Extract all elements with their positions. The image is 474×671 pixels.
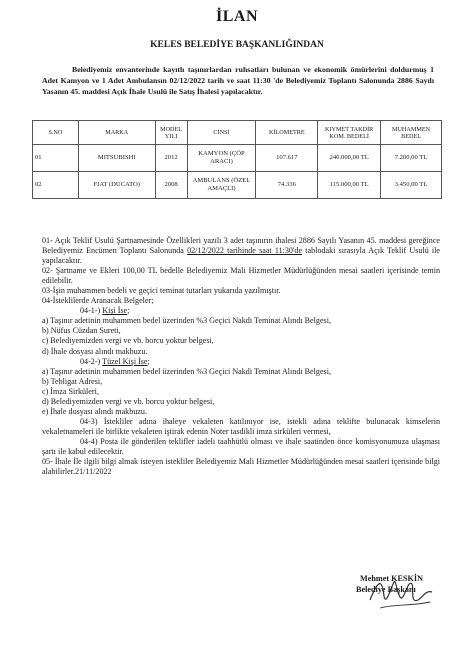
list-item: d) İhale dosyası alındı makbuzu. [42,346,148,356]
table-row [33,172,442,199]
list-item: e) İhale dosyası alındı makbuzu. [42,406,147,416]
clause-01 [42,236,440,266]
column-header-model: MODEL YILI [155,121,187,145]
cell-km: 107.617 [256,145,318,172]
clause-01-tail: tablodaki sırasıyla Açık Teklif Usulü ile yapılacaktır. [42,246,441,266]
cell-kiymet: 240.000,00 TL [318,145,381,172]
cell-marka: FIAT (DUCATO) [78,172,155,199]
clause-04-1-heading [42,306,440,316]
column-header-kiymet: KIYMET TAKDİR KOM. BEDELİ [318,121,381,145]
list-item: c) Belediyemizden vergi ve vb. borcu yoktur belgesi, [42,336,214,346]
cell-bedel: 7.200,00 TL [381,145,442,172]
cell-sno: 02 [33,172,79,199]
list-item: a) Taşınır adetinin muhammen bedel üzerinden %3 Geçici Nakdi Teminat Alındı Belgesi, [42,316,331,326]
column-header-sno: S.NO [33,121,79,145]
vehicle-table [32,120,442,199]
signatory-name: Mehmet KESKİN [360,574,423,583]
clause-04-2-title: Tüzel Kişi İse [102,356,148,366]
clause-04: 04-İsteklilerde Aranacak Belgeler; [42,296,154,306]
cell-cinsi: AMBULANS (ÖZEL AMAÇLI) [187,172,256,199]
column-header-marka: MARKA [78,121,155,145]
column-header-km: KİLOMETRE [256,121,318,145]
clause-04-4: 04-4) Posta ile gönderilen teklifler iadeli taahhütlü olması ve ihale saatinden önce komisyonumuza ulaşması şartı ile kabul edilecektir. [42,436,440,456]
clause-02: 02- Şartname ve Ekleri 100,00 TL bedelle Belediyemiz Mali Hizmetler Müdürlüğünden mesai saatleri içerisinde temin edilebilir. [42,266,440,286]
cell-marka: MITSUBISHI [78,145,155,172]
list-item: a) Taşınır adetinin muhammen bedel üzerinden %3 Geçici Nakdi Teminat Alındı Belgesi, [42,366,331,376]
table-row [33,145,442,172]
column-header-bedel: MUHAMMEN BEDEL [381,121,442,145]
clause-03: 03-İşin muhammen bedeli ve geçici teminat tutarları yukarıda yazılmıştır. [42,286,281,296]
cell-kiymet: 115.000,00 TL [318,172,381,199]
cell-model: 2008 [155,172,187,199]
clause-05: 05- İhale İle ilgili bilgi almak isteyen istekliler Belediyemiz Mali Hizmetler Müdürlüğünden mesai saatleri içerisinde bilgi alabilirler.21/11/2022 [42,457,440,477]
clause-04-2-heading [42,357,440,367]
column-header-cinsi: CİNSİ [187,121,256,145]
cell-bedel: 3.450,00 TL [381,172,442,199]
issuer-heading: KELES BELEDİYE BAŞKANLIĞINDAN [150,40,324,50]
clause-04-1-number: 04-1-) [80,306,101,316]
intro-paragraph: Belediyemiz envanterinde kayıtlı taşınırlardan ruhsatları bulunan ve ekonomik ömürlerini doldurmuş 1 Adet Kamyon ve 1 Adet Ambulansın 02/12/2022 tarih ve saat 11:30 'de Belediyemiz Toplantı Salonunda 2886 Sayılı Yasanın 45. maddesi Açık İhale Usulü ile Satış İhalesi yapılacaktır. [42,65,434,96]
conditions-body [42,236,440,477]
page-title: İLAN [215,8,258,25]
clause-04-2-tail: ; [147,356,150,366]
cell-sno: 01 [33,145,79,172]
clause-04-3: 04-3) İstekliler adına ihaleye vekaleten katılınıyor ise, istekli adına teklifte bulunacak kimselerin vekaletnameleri ile birlikte vekaleten iştirak edenin Noter tasdikli imza sirküleri vermesi, [42,416,440,436]
clause-04-2-number: 04-2-) [80,356,101,366]
auction-datetime: 02/12/2022 tarihinde saat 11:30'de [187,246,303,256]
cell-km: 74.336 [256,172,318,199]
clause-04-1-title: Kişi İse [102,306,128,316]
list-item: b) Nüfus Cüzdan Sureti, [42,326,121,336]
table-header-row [33,121,442,145]
list-item: c) İmza Sirküleri, [42,386,99,396]
cell-cinsi: KAMYON (ÇÖP ARACI) [187,145,256,172]
list-item: d) Belediyemizden vergi ve vb. borcu yoktur belgesi, [42,396,215,406]
clause-01-text: 01- Açık Teklif Usulü Şartnamesinde Özellikleri yazılı 3 adet taşınırın ihalesi 2886 Sayılı Yasanın 45. maddesi gereğince Belediyemiz Encümen Toplantı Salonunda [42,236,440,256]
cell-model: 2012 [155,145,187,172]
signatory-role: Belediye Başkanı [356,585,416,594]
clause-04-1-tail: ; [127,306,130,316]
list-item: b) Tebligat Adresi, [42,376,103,386]
